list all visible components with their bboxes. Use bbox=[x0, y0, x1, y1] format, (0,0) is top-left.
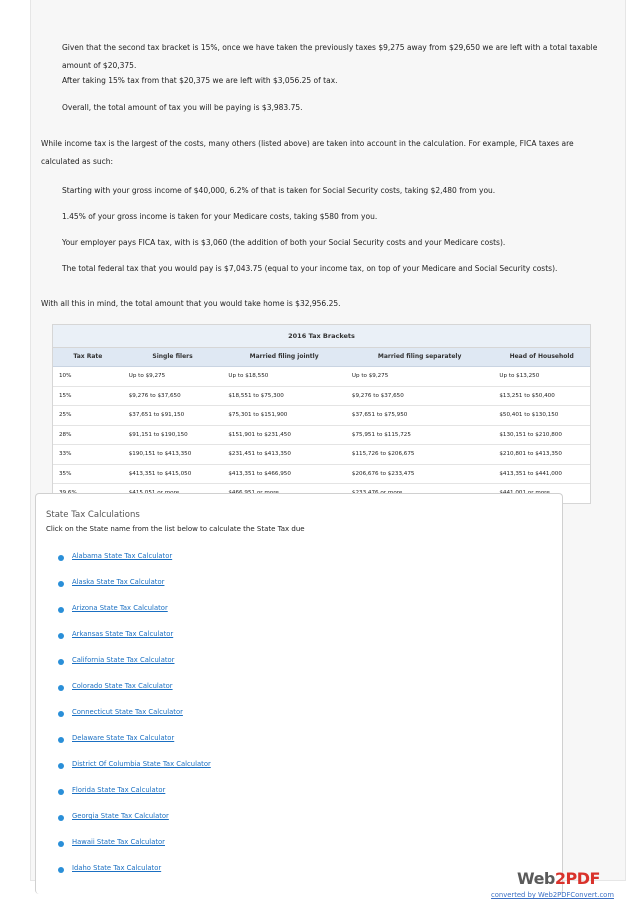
paragraph-total-tax: Overall, the total amount of tax you will be paying is $3,983.75. bbox=[62, 103, 303, 112]
state-tax-panel bbox=[35, 493, 563, 894]
header-head-of-household: Head of Household bbox=[509, 353, 574, 360]
cell-separate: $115,726 to $206,675 bbox=[351, 451, 415, 457]
header-single-filers: Single filers bbox=[152, 353, 193, 360]
link-arkansas[interactable]: Arkansas State Tax Calculator bbox=[72, 630, 174, 638]
bullet-icon bbox=[58, 685, 64, 691]
bullet-icon bbox=[58, 815, 64, 821]
cell-single: $413,351 to $415,050 bbox=[128, 470, 192, 477]
cell-household: $130,151 to $210,800 bbox=[499, 431, 562, 438]
cell-separate: $37,651 to $75,950 bbox=[351, 412, 408, 418]
cell-household: $13,251 to $50,400 bbox=[499, 392, 555, 399]
cell-household: $50,401 to $130,150 bbox=[499, 412, 559, 418]
paragraph-medicare: 1.45% of your gross income is taken for your Medicare costs, taking $580 from you. bbox=[62, 212, 378, 221]
cell-household: $210,801 to $413,350 bbox=[499, 451, 562, 457]
bullet-icon bbox=[58, 555, 64, 561]
tax-brackets-table bbox=[52, 324, 591, 504]
web2pdf-logo bbox=[517, 869, 600, 888]
cell-rate: 25% bbox=[59, 412, 72, 418]
cell-rate: 10% bbox=[59, 373, 72, 379]
paragraph-employer-fica: Your employer pays FICA tax, with is $3,060 (the addition of both your Social Security costs and your Medicare costs). bbox=[62, 238, 506, 247]
link-delaware[interactable]: Delaware State Tax Calculator bbox=[72, 734, 175, 742]
cell-rate: 35% bbox=[59, 470, 72, 477]
bullet-icon bbox=[58, 607, 64, 613]
cell-rate: 28% bbox=[59, 431, 72, 438]
cell-separate: $206,676 to $233,475 bbox=[351, 470, 415, 477]
cell-separate: Up to $9,275 bbox=[351, 373, 389, 379]
state-section-subtitle: Click on the State name from the list below to calculate the State Tax due bbox=[46, 525, 305, 533]
table-row bbox=[53, 406, 590, 426]
paragraph-take-home: With all this in mind, the total amount that you would take home is $32,956.25. bbox=[41, 299, 341, 308]
bullet-icon bbox=[58, 737, 64, 743]
cell-single: $9,276 to $37,650 bbox=[128, 392, 181, 399]
bullet-icon bbox=[58, 581, 64, 587]
cell-separate: $75,951 to $115,725 bbox=[351, 431, 411, 438]
cell-single: $91,151 to $190,150 bbox=[128, 431, 188, 438]
paragraph-fica-intro: While income tax is the largest of the costs, many others (listed above) are taken into account in the calculation. For example, FICA taxes are calculated as such: bbox=[41, 139, 574, 166]
table-row bbox=[53, 465, 590, 485]
link-alaska[interactable]: Alaska State Tax Calculator bbox=[72, 578, 165, 586]
cell-rate: 33% bbox=[59, 451, 72, 457]
link-alabama[interactable]: Alabama State Tax Calculator bbox=[72, 552, 173, 560]
link-arizona[interactable]: Arizona State Tax Calculator bbox=[72, 604, 168, 612]
bullet-icon bbox=[58, 789, 64, 795]
cell-single: $37,651 to $91,150 bbox=[128, 412, 185, 418]
cell-household: $413,351 to $441,000 bbox=[499, 470, 562, 477]
cell-joint: $151,901 to $231,450 bbox=[228, 431, 291, 438]
cell-joint: $231,451 to $413,350 bbox=[228, 451, 291, 457]
link-idaho[interactable]: Idaho State Tax Calculator bbox=[72, 864, 162, 872]
link-hawaii[interactable]: Hawaii State Tax Calculator bbox=[72, 838, 165, 846]
cell-household: Up to $13,250 bbox=[499, 373, 540, 379]
table-title: 2016 Tax Brackets bbox=[53, 325, 590, 348]
table-row bbox=[53, 367, 590, 387]
header-tax-rate: Tax Rate bbox=[73, 353, 103, 360]
bullet-icon bbox=[58, 867, 64, 873]
table-row bbox=[53, 426, 590, 446]
header-married-jointly: Married filing jointly bbox=[249, 353, 319, 360]
cell-rate: 15% bbox=[59, 392, 72, 399]
logo-web-text: Web bbox=[517, 869, 555, 888]
paragraph-taxable-amount: Given that the second tax bracket is 15%, once we have taken the previously taxes $9,275 away from $29,650 we are left with a total taxable amount of $20,375. bbox=[62, 43, 598, 70]
paragraph-tax-after-15: After taking 15% tax from that $20,375 we are left with $3,056.25 of tax. bbox=[62, 76, 338, 85]
cell-joint: Up to $18,550 bbox=[228, 373, 269, 379]
logo-2pdf-text: 2PDF bbox=[554, 869, 600, 888]
link-california[interactable]: California State Tax Calculator bbox=[72, 656, 175, 664]
cell-single: $190,151 to $413,350 bbox=[128, 451, 192, 457]
cell-joint: $18,551 to $75,300 bbox=[228, 392, 284, 399]
cell-joint: $413,351 to $466,950 bbox=[228, 470, 291, 477]
bullet-icon bbox=[58, 763, 64, 769]
table-row bbox=[53, 387, 590, 407]
bullet-icon bbox=[58, 659, 64, 665]
table-row bbox=[53, 445, 590, 465]
cell-joint: $75,301 to $151,900 bbox=[228, 412, 288, 418]
paragraph-social-security: Starting with your gross income of $40,000, 6.2% of that is taken for Social Security costs, taking $2,480 from you. bbox=[62, 186, 496, 195]
link-connecticut[interactable]: Connecticut State Tax Calculator bbox=[72, 708, 183, 716]
converted-by-link[interactable]: converted by Web2PDFConvert.com bbox=[491, 891, 614, 899]
state-section-title: State Tax Calculations bbox=[46, 510, 140, 520]
cell-single: Up to $9,275 bbox=[128, 373, 166, 379]
paragraph-total-federal: The total federal tax that you would pay is $7,043.75 (equal to your income tax, on top of your Medicare and Social Security costs). bbox=[62, 264, 558, 273]
bullet-icon bbox=[58, 841, 64, 847]
header-married-separately: Married filing separately bbox=[377, 353, 462, 360]
link-georgia[interactable]: Georgia State Tax Calculator bbox=[72, 812, 169, 820]
link-district-of-columbia[interactable]: District Of Columbia State Tax Calculator bbox=[72, 760, 211, 768]
table-header-row bbox=[53, 348, 590, 367]
bullet-icon bbox=[58, 633, 64, 639]
bullet-icon bbox=[58, 711, 64, 717]
link-florida[interactable]: Florida State Tax Calculator bbox=[72, 786, 166, 794]
link-colorado[interactable]: Colorado State Tax Calculator bbox=[72, 682, 173, 690]
cell-separate: $9,276 to $37,650 bbox=[351, 392, 404, 399]
